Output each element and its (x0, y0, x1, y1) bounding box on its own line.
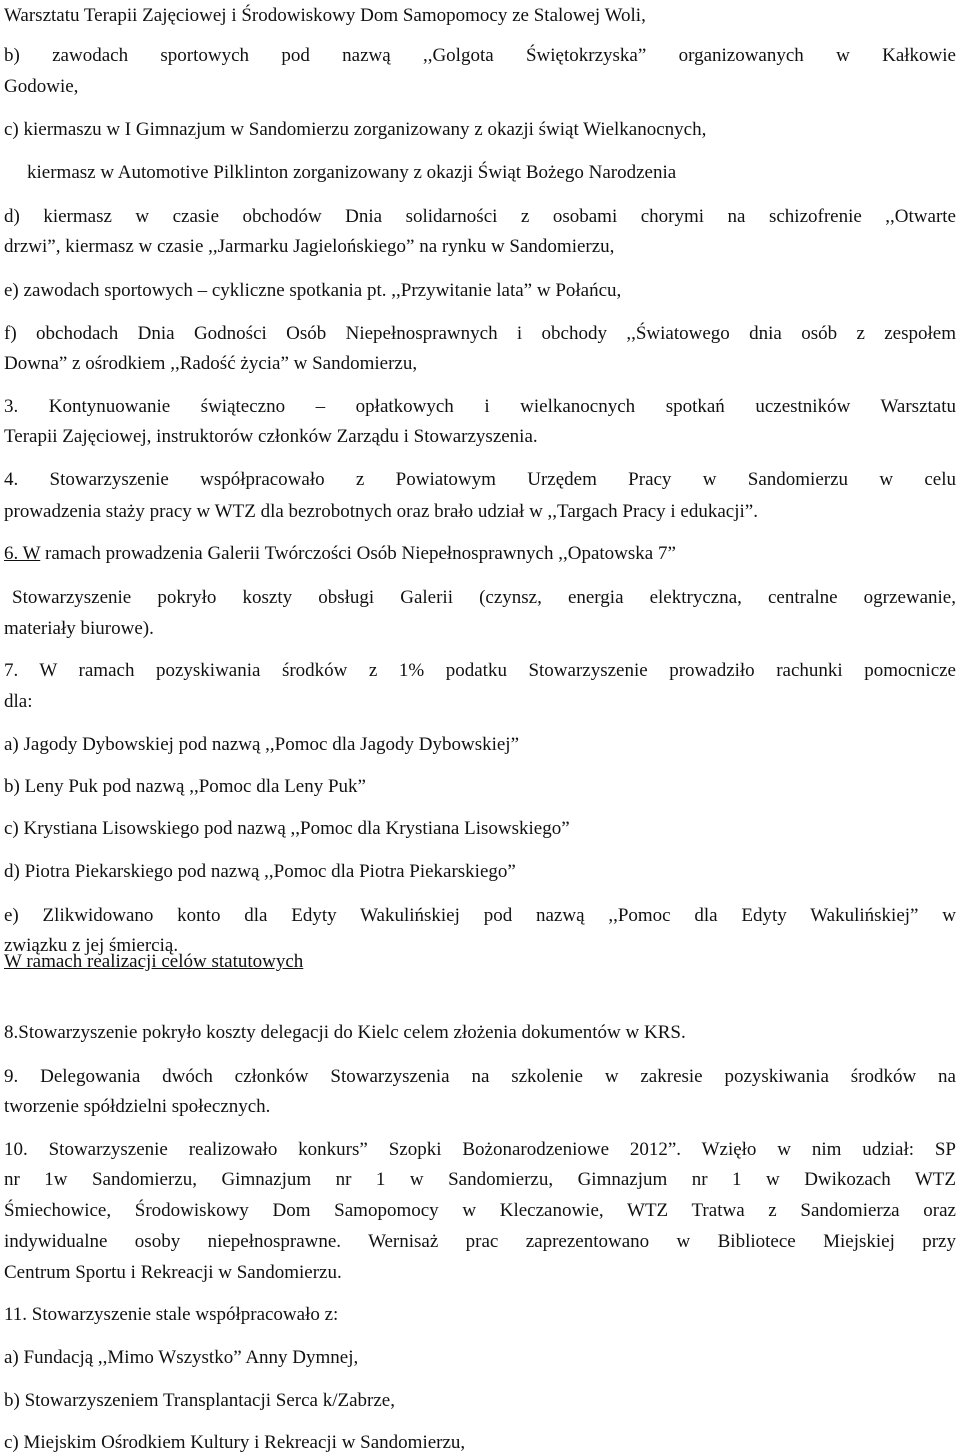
text-line (4, 542, 956, 566)
text-line: a) Jagody Dybowskiej pod nazwą ,,Pomoc dla Jagody Dybowskiej” (4, 734, 520, 755)
text-line: f) obchodach Dnia Godności Osób Niepełnosprawnych i obchody ,,Światowego dnia osób z zespołem (4, 323, 956, 344)
text-line: prowadzenia staży pracy w WTZ dla bezrobotnych oraz brało udział w ,,Targach Pracy i edukacji”. (4, 501, 758, 522)
text-line: drzwi”, kiermasz w czasie ,,Jarmarku Jagielońskiego” na rynku w Sandomierzu, (4, 236, 615, 257)
text-line: Terapii Zajęciowej, instruktorów członków Zarządu i Stowarzyszenia. (4, 426, 538, 447)
text-line: b) Stowarzyszeniem Transplantacji Serca k/Zabrze, (4, 1390, 395, 1411)
text-line: b) Leny Puk pod nazwą ,,Pomoc dla Leny Puk” (4, 776, 366, 797)
text-line: 4. Stowarzyszenie współpracowało z Powiatowym Urzędem Pracy w Sandomierzu w celu (4, 469, 956, 490)
text-line: d) Piotra Piekarskiego pod nazwą ,,Pomoc dla Piotra Piekarskiego” (4, 861, 516, 882)
text-line: związku z jej śmiercią. (4, 935, 179, 956)
text-line: 3. Kontynuowanie świąteczno – opłatkowych i wielkanocnych spotkań uczestników Warsztatu (4, 396, 956, 417)
section-heading (4, 950, 956, 976)
text-line: 7. W ramach pozyskiwania środków z 1% podatku Stowarzyszenie prowadziło rachunki pomocnicze (4, 660, 956, 681)
text-line: Downa” z ośrodkiem ,,Radość życia” w Sandomierzu, (4, 353, 418, 374)
text-line: a) Fundacją ,,Mimo Wszystko” Anny Dymnej, (4, 1347, 359, 1368)
text-line: 8.Stowarzyszenie pokryło koszty delegacji do Kielc celem złożenia dokumentów w KRS. (4, 1022, 686, 1043)
text-line: Warsztatu Terapii Zajęciowej i Środowiskowy Dom Samopomocy ze Stalowej Woli, (4, 5, 646, 26)
text-line: dla: (4, 691, 33, 712)
text-line: c) Miejskim Ośrodkiem Kultury i Rekreacji w Sandomierzu, (4, 1432, 466, 1453)
text-line: nr 1w Sandomierzu, Gimnazjum nr 1 w Sandomierzu, Gimnazjum nr 1 w Dwikozach WTZ (4, 1169, 956, 1190)
text-line: Godowie, (4, 76, 79, 97)
text-line: e) Zlikwidowano konto dla Edyty Wakulińskiej pod nazwą ,,Pomoc dla Edyty Wakulińskiej” w (4, 905, 956, 926)
text-line: 11. Stowarzyszenie stale współpracowało z: (4, 1304, 339, 1325)
text-line: Śmiechowice, Środowiskowy Dom Samopomocy w Kleczanowie, WTZ Tratwa z Sandomierza oraz (4, 1200, 956, 1221)
text-line: tworzenie spółdzielni społecznych. (4, 1096, 271, 1117)
text-line: materiały biurowe). (4, 618, 154, 639)
text-line: b) zawodach sportowych pod nazwą ,,Golgota Świętokrzyska” organizowanych w Kałkowie (4, 45, 956, 66)
text-line: kiermasz w Automotive Pilklinton zorganizowany z okazji Świąt Bożego Narodzenia (27, 162, 677, 183)
text-line: d) kiermasz w czasie obchodów Dnia solidarności z osobami chorymi na schizofrenie ,,Otwarte (4, 206, 956, 227)
text-line: 10. Stowarzyszenie realizowało konkurs” Szopki Bożonarodzeniowe 2012”. Wzięło w nim udział: SP (4, 1139, 956, 1160)
text-line: Centrum Sportu i Rekreacji w Sandomierzu. (4, 1262, 342, 1283)
text-line: 9. Delegowania dwóch członków Stowarzyszenia na szkolenie w zakresie pozyskiwania środków na (4, 1066, 956, 1087)
section-heading-text: W ramach realizacji celów statutowych (4, 951, 304, 972)
text-fragment: ramach prowadzenia Galerii Twórczości Osób Niepełnosprawnych ,,Opatowska 7” (40, 543, 676, 564)
text-fragment: 6. W (4, 543, 41, 564)
text-line: c) kiermaszu w I Gimnazjum w Sandomierzu zorganizowany z okazji świąt Wielkanocnych, (4, 119, 707, 140)
text-line: indywidualne osoby niepełnosprawne. Wernisaż prac zaprezentowano w Bibliotece Miejskiej przy (4, 1231, 956, 1252)
text-line: e) zawodach sportowych – cykliczne spotkania pt. ,,Przywitanie lata” w Połańcu, (4, 280, 622, 301)
text-line: Stowarzyszenie pokryło koszty obsługi Galerii (czynsz, energia elektryczna, centralne ogrzewanie, (12, 587, 956, 608)
text-line: c) Krystiana Lisowskiego pod nazwą ,,Pomoc dla Krystiana Lisowskiego” (4, 818, 570, 839)
